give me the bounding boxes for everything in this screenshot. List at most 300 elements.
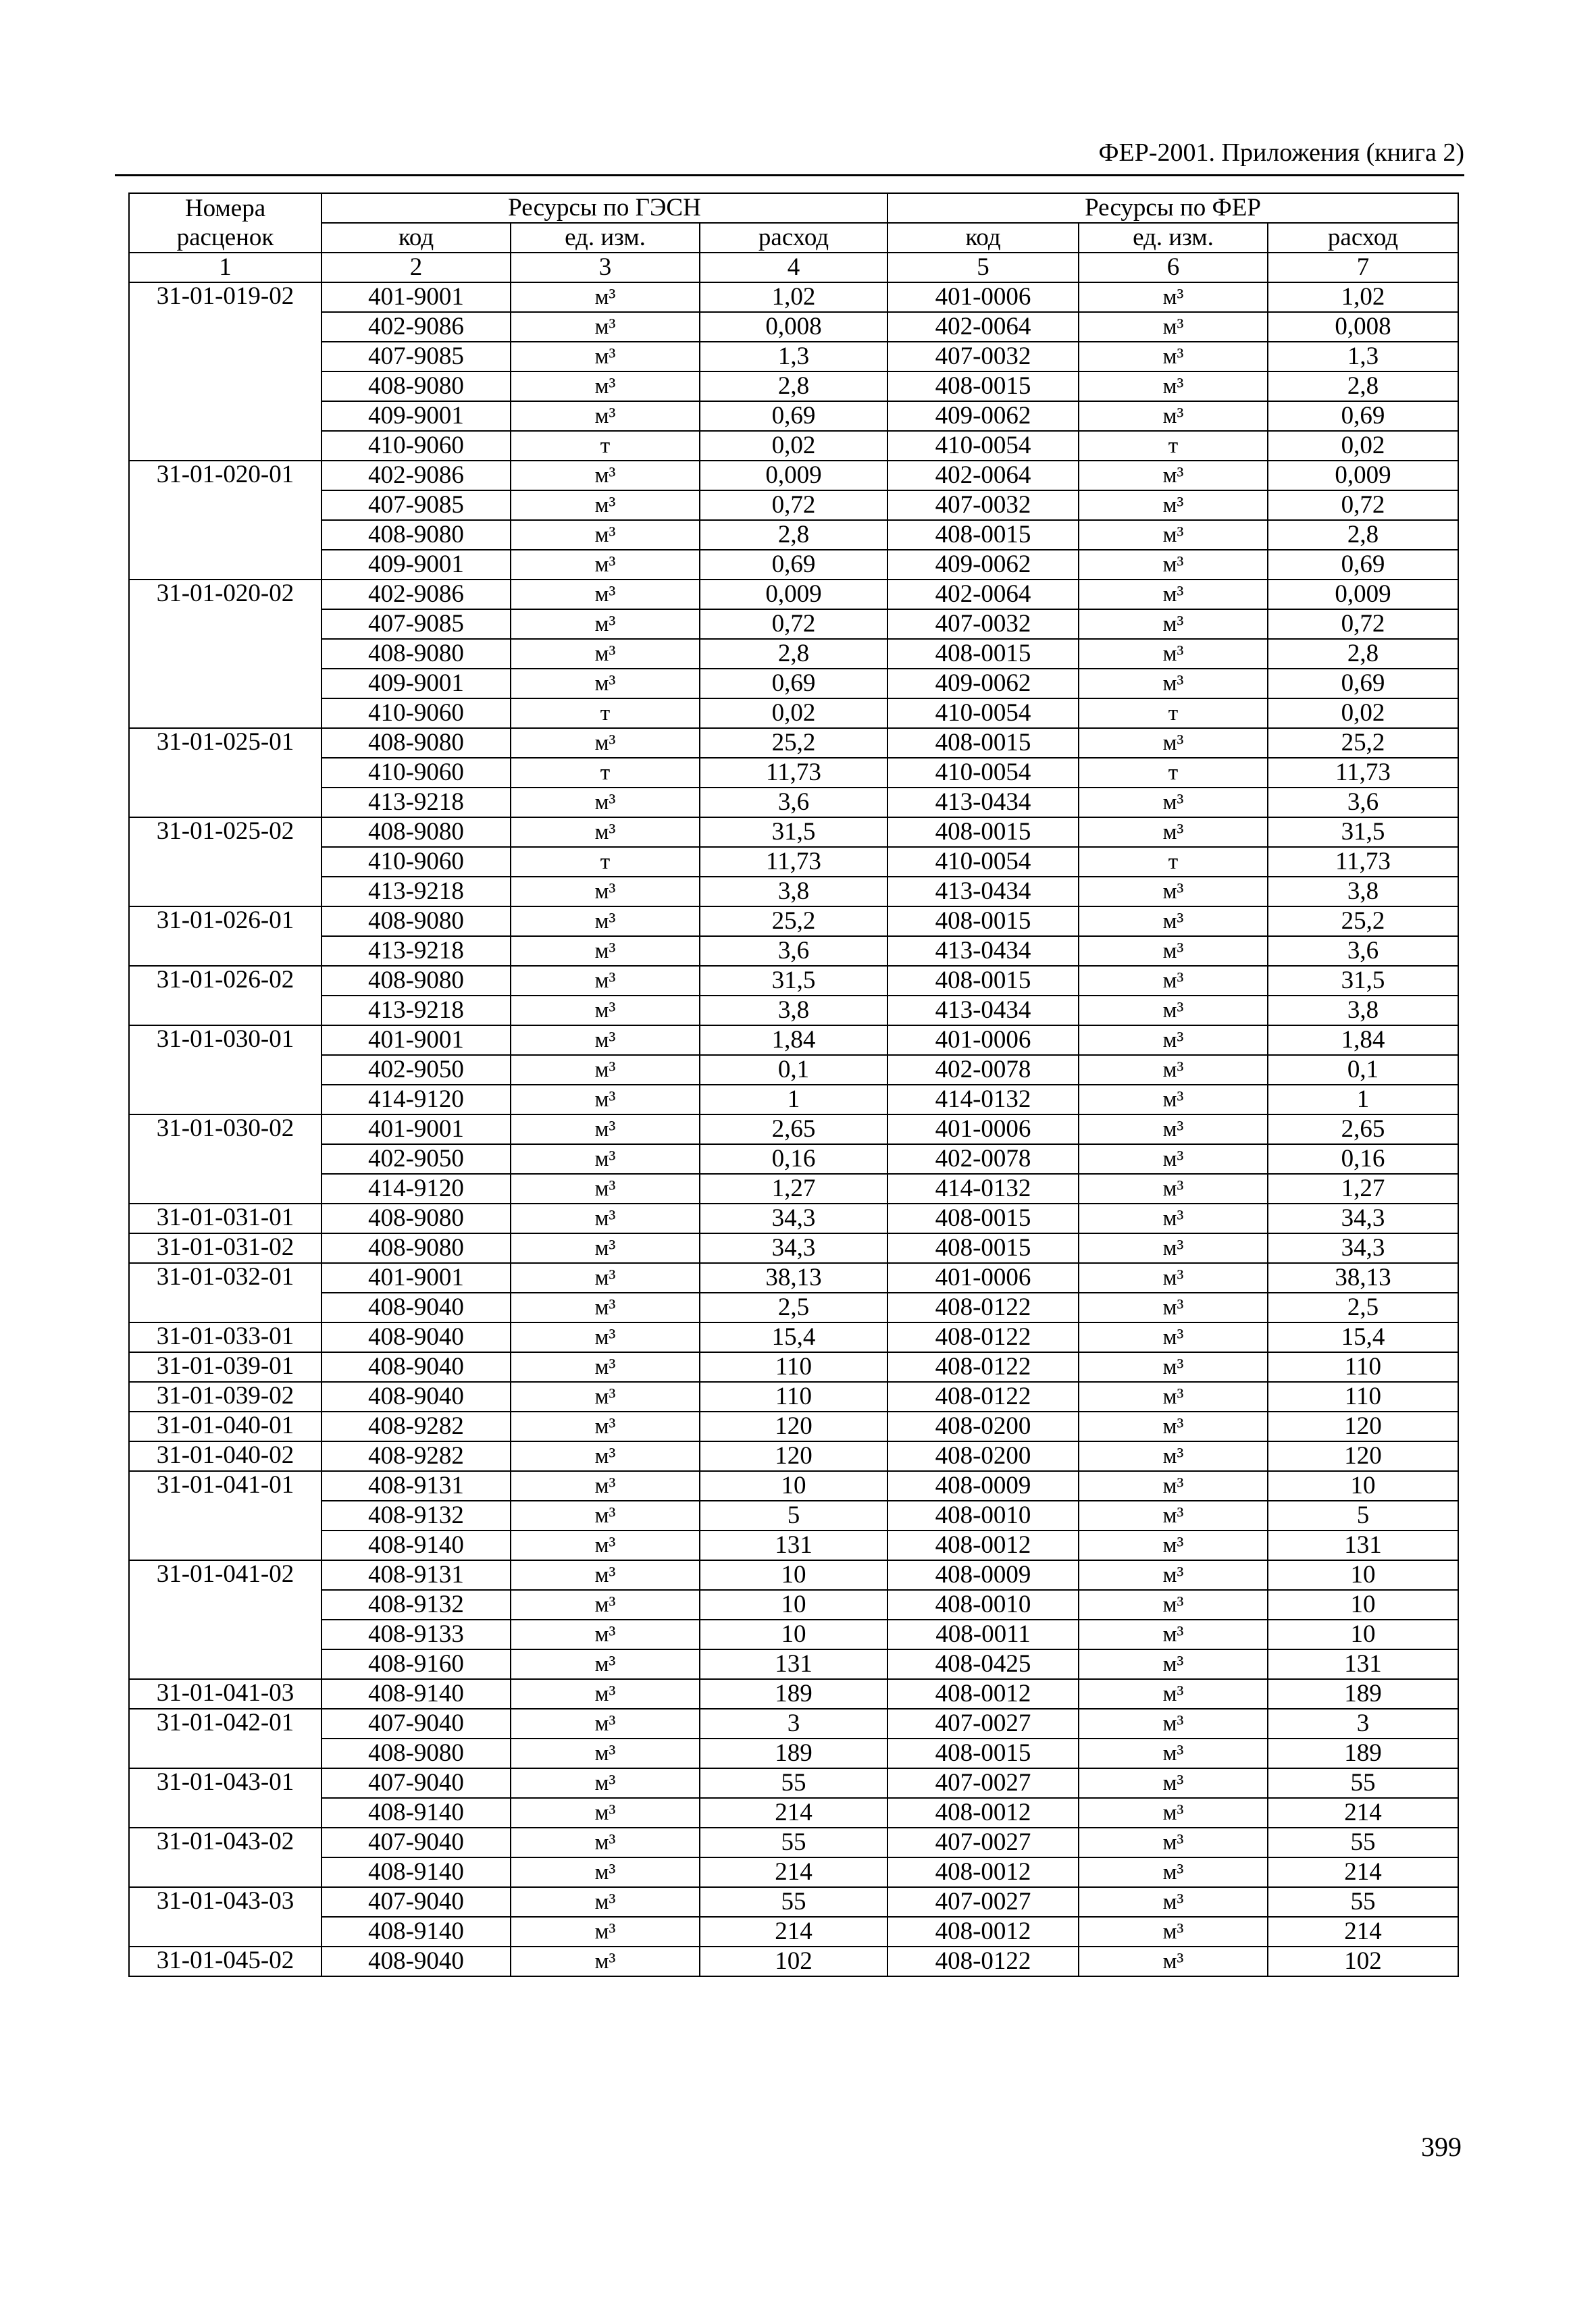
gesn-code: 408-9282: [321, 1412, 511, 1441]
rate-number: 31-01-039-01: [129, 1352, 321, 1382]
fer-code: 413-0434: [887, 877, 1079, 906]
header-num: 2: [321, 253, 511, 282]
fer-unit: м³: [1079, 1412, 1268, 1441]
gesn-amount: 0,02: [700, 431, 887, 461]
header-gesn-amount: расход: [700, 223, 887, 253]
gesn-unit: м³: [511, 282, 700, 312]
fer-amount: 214: [1268, 1857, 1458, 1887]
gesn-code: 408-9040: [321, 1293, 511, 1322]
gesn-code: 408-9080: [321, 906, 511, 936]
gesn-code: 408-9140: [321, 1679, 511, 1709]
gesn-unit: м³: [511, 966, 700, 996]
rate-number: 31-01-020-01: [129, 461, 321, 580]
header-num: 6: [1079, 253, 1268, 282]
fer-code: 410-0054: [887, 431, 1079, 461]
fer-code: 408-0015: [887, 1204, 1079, 1233]
fer-code: 408-0122: [887, 1352, 1079, 1382]
gesn-unit: м³: [511, 1382, 700, 1412]
gesn-code: 408-9133: [321, 1620, 511, 1649]
fer-unit: м³: [1079, 490, 1268, 520]
gesn-code: 410-9060: [321, 847, 511, 877]
gesn-unit: м³: [511, 1798, 700, 1828]
fer-amount: 214: [1268, 1798, 1458, 1828]
gesn-code: 407-9040: [321, 1768, 511, 1798]
fer-unit: м³: [1079, 1263, 1268, 1293]
gesn-unit: м³: [511, 342, 700, 371]
gesn-code: 408-9080: [321, 520, 511, 550]
table-row: [129, 1204, 1458, 1233]
gesn-unit: м³: [511, 1114, 700, 1144]
gesn-unit: м³: [511, 1620, 700, 1649]
header-num: 7: [1268, 253, 1458, 282]
fer-unit: м³: [1079, 461, 1268, 490]
gesn-code: 408-9131: [321, 1560, 511, 1590]
fer-amount: 0,72: [1268, 490, 1458, 520]
gesn-amount: 10: [700, 1620, 887, 1649]
gesn-code: 408-9132: [321, 1501, 511, 1531]
fer-unit: м³: [1079, 639, 1268, 669]
rate-number: 31-01-040-01: [129, 1412, 321, 1441]
fer-code: 409-0062: [887, 669, 1079, 698]
gesn-code: 407-9040: [321, 1887, 511, 1917]
rate-number: 31-01-043-01: [129, 1768, 321, 1828]
table-row: [129, 1233, 1458, 1263]
fer-code: 401-0006: [887, 1025, 1079, 1055]
header-num: 4: [700, 253, 887, 282]
gesn-amount: 3,8: [700, 877, 887, 906]
table-row: [129, 461, 1458, 490]
fer-unit: м³: [1079, 1471, 1268, 1501]
gesn-code: 413-9218: [321, 936, 511, 966]
gesn-code: 408-9140: [321, 1917, 511, 1947]
gesn-code: 413-9218: [321, 877, 511, 906]
table-row: [129, 1531, 1458, 1560]
table-row: [129, 1114, 1458, 1144]
table-row: [129, 1352, 1458, 1382]
fer-code: 410-0054: [887, 847, 1079, 877]
table-row: [129, 1590, 1458, 1620]
fer-code: 408-0009: [887, 1471, 1079, 1501]
gesn-code: 402-9086: [321, 312, 511, 342]
table-row: [129, 788, 1458, 817]
fer-code: 408-0122: [887, 1947, 1079, 1976]
fer-unit: м³: [1079, 401, 1268, 431]
gesn-unit: м³: [511, 371, 700, 401]
fer-amount: 0,69: [1268, 669, 1458, 698]
header-fer-unit: ед. изм.: [1079, 223, 1268, 253]
fer-code: 401-0006: [887, 1263, 1079, 1293]
fer-code: 407-0032: [887, 342, 1079, 371]
gesn-code: 407-9040: [321, 1828, 511, 1857]
gesn-amount: 55: [700, 1887, 887, 1917]
fer-unit: м³: [1079, 1679, 1268, 1709]
fer-amount: 0,69: [1268, 550, 1458, 580]
gesn-amount: 120: [700, 1412, 887, 1441]
gesn-code: 407-9040: [321, 1709, 511, 1739]
gesn-unit: м³: [511, 669, 700, 698]
fer-unit: м³: [1079, 1620, 1268, 1649]
gesn-amount: 0,02: [700, 698, 887, 728]
gesn-amount: 55: [700, 1768, 887, 1798]
gesn-amount: 0,008: [700, 312, 887, 342]
gesn-code: 408-9080: [321, 728, 511, 758]
table-row: [129, 1768, 1458, 1798]
rate-number: 31-01-039-02: [129, 1382, 321, 1412]
fer-unit: м³: [1079, 1322, 1268, 1352]
table-row: [129, 1828, 1458, 1857]
gesn-amount: 10: [700, 1590, 887, 1620]
gesn-amount: 34,3: [700, 1233, 887, 1263]
fer-unit: м³: [1079, 1917, 1268, 1947]
gesn-code: 410-9060: [321, 431, 511, 461]
gesn-unit: т: [511, 847, 700, 877]
gesn-code: 401-9001: [321, 1114, 511, 1144]
fer-code: 408-0122: [887, 1293, 1079, 1322]
gesn-unit: м³: [511, 1828, 700, 1857]
fer-unit: т: [1079, 847, 1268, 877]
table-row: [129, 1412, 1458, 1441]
header-num: 3: [511, 253, 700, 282]
fer-unit: м³: [1079, 1857, 1268, 1887]
fer-unit: м³: [1079, 906, 1268, 936]
gesn-amount: 1: [700, 1085, 887, 1114]
rate-number: 31-01-026-01: [129, 906, 321, 966]
rate-number: 31-01-030-01: [129, 1025, 321, 1114]
fer-amount: 3,8: [1268, 877, 1458, 906]
table-row: [129, 1174, 1458, 1204]
rate-number: 31-01-042-01: [129, 1709, 321, 1768]
table-row: [129, 728, 1458, 758]
gesn-amount: 31,5: [700, 966, 887, 996]
header-fer-code: код: [887, 223, 1079, 253]
fer-code: 408-0015: [887, 520, 1079, 550]
gesn-code: 401-9001: [321, 1263, 511, 1293]
fer-unit: м³: [1079, 1144, 1268, 1174]
gesn-amount: 0,72: [700, 490, 887, 520]
fer-code: 408-0011: [887, 1620, 1079, 1649]
rate-number: 31-01-041-01: [129, 1471, 321, 1560]
fer-unit: м³: [1079, 1828, 1268, 1857]
fer-amount: 1,3: [1268, 342, 1458, 371]
rate-number: 31-01-033-01: [129, 1322, 321, 1352]
fer-unit: м³: [1079, 1293, 1268, 1322]
fer-code: 408-0015: [887, 966, 1079, 996]
fer-amount: 3: [1268, 1709, 1458, 1739]
header-num: 1: [129, 253, 321, 282]
gesn-unit: м³: [511, 1768, 700, 1798]
gesn-amount: 5: [700, 1501, 887, 1531]
fer-unit: м³: [1079, 996, 1268, 1025]
table-row: [129, 1471, 1458, 1501]
fer-amount: 11,73: [1268, 758, 1458, 788]
gesn-code: 408-9080: [321, 639, 511, 669]
gesn-amount: 189: [700, 1679, 887, 1709]
fer-unit: м³: [1079, 1768, 1268, 1798]
gesn-amount: 10: [700, 1471, 887, 1501]
fer-amount: 0,008: [1268, 312, 1458, 342]
gesn-code: 410-9060: [321, 698, 511, 728]
fer-unit: м³: [1079, 1204, 1268, 1233]
fer-unit: м³: [1079, 817, 1268, 847]
gesn-amount: 2,8: [700, 371, 887, 401]
gesn-amount: 11,73: [700, 758, 887, 788]
fer-unit: м³: [1079, 1739, 1268, 1768]
gesn-amount: 110: [700, 1352, 887, 1382]
gesn-code: 408-9140: [321, 1798, 511, 1828]
table-header: [129, 193, 1458, 282]
gesn-amount: 3: [700, 1709, 887, 1739]
fer-amount: 1: [1268, 1085, 1458, 1114]
fer-unit: м³: [1079, 1590, 1268, 1620]
gesn-unit: м³: [511, 520, 700, 550]
fer-unit: м³: [1079, 1501, 1268, 1531]
gesn-unit: т: [511, 758, 700, 788]
gesn-amount: 2,8: [700, 520, 887, 550]
table-row: [129, 698, 1458, 728]
fer-code: 408-0012: [887, 1798, 1079, 1828]
gesn-unit: м³: [511, 550, 700, 580]
fer-code: 408-0009: [887, 1560, 1079, 1590]
fer-amount: 55: [1268, 1828, 1458, 1857]
gesn-amount: 0,16: [700, 1144, 887, 1174]
fer-code: 409-0062: [887, 401, 1079, 431]
gesn-code: 402-9086: [321, 580, 511, 609]
fer-unit: м³: [1079, 1055, 1268, 1085]
gesn-amount: 0,009: [700, 461, 887, 490]
gesn-amount: 11,73: [700, 847, 887, 877]
table-row: [129, 1085, 1458, 1114]
fer-amount: 10: [1268, 1620, 1458, 1649]
fer-amount: 10: [1268, 1560, 1458, 1590]
gesn-code: 408-9131: [321, 1471, 511, 1501]
resources-table: [128, 192, 1459, 1977]
gesn-amount: 31,5: [700, 817, 887, 847]
fer-code: 408-0200: [887, 1441, 1079, 1471]
table-row: [129, 1322, 1458, 1352]
fer-amount: 120: [1268, 1441, 1458, 1471]
gesn-unit: м³: [511, 1293, 700, 1322]
table-row: [129, 639, 1458, 669]
gesn-amount: 3,6: [700, 788, 887, 817]
rate-number: 31-01-040-02: [129, 1441, 321, 1471]
gesn-amount: 131: [700, 1531, 887, 1560]
gesn-code: 414-9120: [321, 1085, 511, 1114]
gesn-unit: м³: [511, 728, 700, 758]
page-number: 399: [1421, 2132, 1462, 2162]
fer-code: 407-0027: [887, 1887, 1079, 1917]
fer-unit: т: [1079, 758, 1268, 788]
fer-code: 413-0434: [887, 996, 1079, 1025]
fer-amount: 1,02: [1268, 282, 1458, 312]
fer-code: 408-0015: [887, 817, 1079, 847]
gesn-unit: м³: [511, 1263, 700, 1293]
gesn-unit: м³: [511, 639, 700, 669]
gesn-unit: м³: [511, 1917, 700, 1947]
fer-unit: м³: [1079, 609, 1268, 639]
fer-code: 413-0434: [887, 936, 1079, 966]
gesn-unit: м³: [511, 788, 700, 817]
gesn-code: 408-9080: [321, 966, 511, 996]
fer-code: 407-0027: [887, 1828, 1079, 1857]
fer-amount: 2,65: [1268, 1114, 1458, 1144]
fer-unit: м³: [1079, 936, 1268, 966]
table-row: [129, 1144, 1458, 1174]
fer-amount: 0,009: [1268, 461, 1458, 490]
gesn-unit: м³: [511, 1947, 700, 1976]
header-fer-amount: расход: [1268, 223, 1458, 253]
table-row: [129, 817, 1458, 847]
fer-amount: 0,72: [1268, 609, 1458, 639]
table-row: [129, 1857, 1458, 1887]
fer-code: 407-0027: [887, 1768, 1079, 1798]
table-row: [129, 520, 1458, 550]
fer-unit: м³: [1079, 1947, 1268, 1976]
fer-code: 413-0434: [887, 788, 1079, 817]
table-row: [129, 847, 1458, 877]
gesn-amount: 1,3: [700, 342, 887, 371]
gesn-amount: 55: [700, 1828, 887, 1857]
fer-code: 414-0132: [887, 1174, 1079, 1204]
gesn-amount: 131: [700, 1649, 887, 1679]
gesn-code: 408-9080: [321, 1739, 511, 1768]
gesn-unit: м³: [511, 1590, 700, 1620]
table-row: [129, 1739, 1458, 1768]
table-row: [129, 312, 1458, 342]
fer-amount: 214: [1268, 1917, 1458, 1947]
gesn-code: 413-9218: [321, 788, 511, 817]
gesn-amount: 0,69: [700, 669, 887, 698]
fer-amount: 3,6: [1268, 936, 1458, 966]
fer-unit: м³: [1079, 371, 1268, 401]
fer-code: 410-0054: [887, 698, 1079, 728]
gesn-unit: м³: [511, 877, 700, 906]
fer-amount: 0,02: [1268, 698, 1458, 728]
fer-unit: м³: [1079, 1085, 1268, 1114]
fer-amount: 131: [1268, 1649, 1458, 1679]
fer-amount: 34,3: [1268, 1233, 1458, 1263]
table-row: [129, 936, 1458, 966]
gesn-code: 414-9120: [321, 1174, 511, 1204]
gesn-unit: м³: [511, 1679, 700, 1709]
fer-amount: 3,6: [1268, 788, 1458, 817]
gesn-code: 409-9001: [321, 401, 511, 431]
gesn-code: 408-9080: [321, 817, 511, 847]
fer-amount: 2,8: [1268, 520, 1458, 550]
fer-code: 408-0010: [887, 1501, 1079, 1531]
header-gesn-unit: ед. изм.: [511, 223, 700, 253]
fer-amount: 31,5: [1268, 966, 1458, 996]
gesn-unit: м³: [511, 461, 700, 490]
header-col1-line2: расценок: [129, 223, 321, 253]
gesn-code: 408-9040: [321, 1322, 511, 1352]
table-row: [129, 1293, 1458, 1322]
table-row: [129, 1382, 1458, 1412]
fer-amount: 31,5: [1268, 817, 1458, 847]
fer-amount: 10: [1268, 1590, 1458, 1620]
gesn-unit: м³: [511, 1085, 700, 1114]
table-row: [129, 1025, 1458, 1055]
rate-number: 31-01-026-02: [129, 966, 321, 1025]
header-title: ФЕР-2001. Приложения (книга 2): [1098, 138, 1464, 167]
gesn-unit: м³: [511, 1233, 700, 1263]
fer-unit: м³: [1079, 342, 1268, 371]
gesn-code: 413-9218: [321, 996, 511, 1025]
table-row: [129, 1620, 1458, 1649]
fer-code: 407-0032: [887, 490, 1079, 520]
rate-number: 31-01-045-02: [129, 1947, 321, 1976]
gesn-code: 402-9050: [321, 1055, 511, 1085]
gesn-unit: м³: [511, 580, 700, 609]
fer-amount: 0,02: [1268, 431, 1458, 461]
fer-amount: 2,8: [1268, 639, 1458, 669]
fer-unit: м³: [1079, 1233, 1268, 1263]
fer-amount: 34,3: [1268, 1204, 1458, 1233]
fer-amount: 110: [1268, 1382, 1458, 1412]
gesn-amount: 110: [700, 1382, 887, 1412]
rate-number: 31-01-043-03: [129, 1887, 321, 1947]
gesn-code: 408-9140: [321, 1531, 511, 1560]
gesn-unit: м³: [511, 1649, 700, 1679]
gesn-amount: 34,3: [700, 1204, 887, 1233]
table-row: [129, 1055, 1458, 1085]
gesn-unit: м³: [511, 1322, 700, 1352]
fer-code: 410-0054: [887, 758, 1079, 788]
gesn-unit: м³: [511, 1144, 700, 1174]
fer-unit: м³: [1079, 1887, 1268, 1917]
fer-amount: 38,13: [1268, 1263, 1458, 1293]
fer-amount: 189: [1268, 1739, 1458, 1768]
fer-amount: 5: [1268, 1501, 1458, 1531]
rate-number: 31-01-043-02: [129, 1828, 321, 1887]
table-row: [129, 1560, 1458, 1590]
fer-amount: 15,4: [1268, 1322, 1458, 1352]
gesn-unit: м³: [511, 1471, 700, 1501]
gesn-unit: м³: [511, 1352, 700, 1382]
table-row: [129, 580, 1458, 609]
fer-unit: т: [1079, 431, 1268, 461]
table-row: [129, 1917, 1458, 1947]
gesn-unit: м³: [511, 1412, 700, 1441]
fer-code: 408-0200: [887, 1412, 1079, 1441]
table-body: [129, 282, 1458, 1976]
fer-code: 408-0122: [887, 1322, 1079, 1352]
fer-unit: м³: [1079, 1025, 1268, 1055]
fer-amount: 25,2: [1268, 906, 1458, 936]
gesn-amount: 0,69: [700, 401, 887, 431]
fer-unit: м³: [1079, 877, 1268, 906]
gesn-code: 408-9132: [321, 1590, 511, 1620]
table-row: [129, 1887, 1458, 1917]
fer-code: 402-0064: [887, 461, 1079, 490]
fer-amount: 55: [1268, 1768, 1458, 1798]
fer-code: 402-0064: [887, 580, 1079, 609]
gesn-amount: 1,84: [700, 1025, 887, 1055]
gesn-code: 402-9050: [321, 1144, 511, 1174]
gesn-code: 407-9085: [321, 342, 511, 371]
fer-amount: 110: [1268, 1352, 1458, 1382]
page-header: [115, 135, 1464, 176]
rate-number: 31-01-041-03: [129, 1679, 321, 1709]
fer-unit: м³: [1079, 550, 1268, 580]
rate-number: 31-01-041-02: [129, 1560, 321, 1679]
gesn-unit: м³: [511, 1174, 700, 1204]
gesn-unit: м³: [511, 1531, 700, 1560]
gesn-amount: 102: [700, 1947, 887, 1976]
gesn-code: 408-9140: [321, 1857, 511, 1887]
fer-amount: 25,2: [1268, 728, 1458, 758]
gesn-amount: 214: [700, 1917, 887, 1947]
table-row: [129, 996, 1458, 1025]
